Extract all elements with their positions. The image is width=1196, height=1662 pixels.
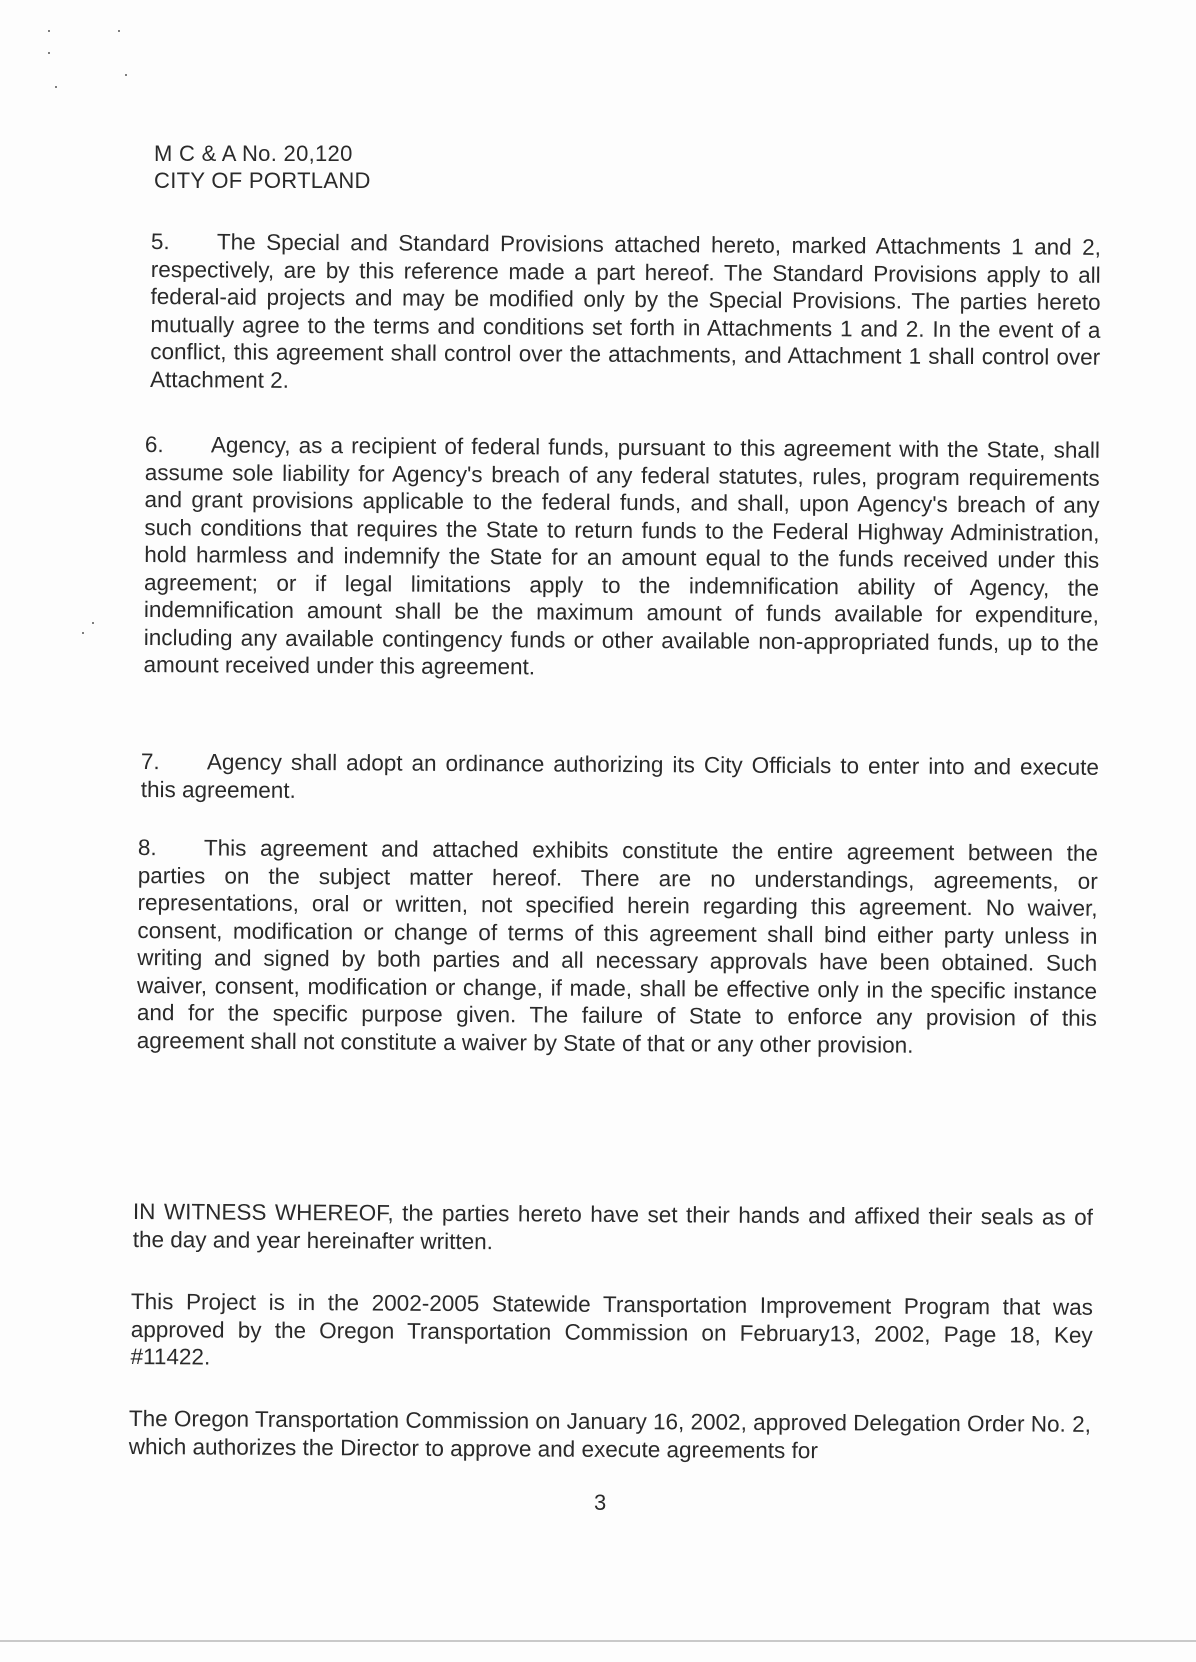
scan-speck [92,622,94,624]
paragraph-7 [141,748,1099,809]
paragraph-5 [150,228,1101,399]
scan-speck [55,86,57,88]
paragraph-text: The Special and Standard Provisions attached hereto, marked Attachments 1 and 2, respectively, are by this reference made a part hereof. The Standard Provisions apply to all federal-aid projects and may be modified only by the Special Provisions. The parties hereto mutually agree to the terms and conditions set forth in Attachments 1 and 2. In the event of a conflict, this agreement shall control over the attachments, and Attachment 1 shall control over Attachment 2. [150,229,1101,393]
paragraph-text: Agency, as a recipient of federal funds, pursuant to this agreement with the State, shall assume sole liability for Agency's breach of any federal statutes, rules, program requirements and grant provisions applicable to the federal funds, and shall, upon Agency's breach of any such conditions that requires the State to return funds to the Federal Highway Administration, hold harmless and indemnify the State for an amount equal to the funds received under this agreement; or if legal limitations apply to the indemnification ability of Agency, the indemnification amount shall be the maximum amount of funds available for expenditure, including any available contingency funds or other available non-appropriated funds, up to the amount received under this agreement. [143,432,1100,680]
paragraph-6 [143,431,1099,684]
scan-edge-line [0,1640,1196,1642]
scan-speck [125,74,127,76]
scan-speck [48,30,50,32]
paragraph-number: 6. [144,431,164,458]
paragraph-8 [137,834,1098,1060]
document-header [154,140,371,194]
agency-name: CITY OF PORTLAND [154,168,371,193]
paragraph-text: Agency shall adopt an ordinance authorizing its City Officials to enter into and execute this agreement. [140,749,1099,803]
paragraph-number: 7. [140,749,160,775]
witness-clause: IN WITNESS WHEREOF, the parties hereto have set their hands and affixed their seals as of the day and year hereinafter written. [132,1199,1093,1254]
scan-speck [48,52,50,54]
scan-speck [82,632,84,634]
paragraph-text: This agreement and attached exhibits constitute the entire agreement between the parties on the subject matter hereof. There are no understandings, agreements, or representations, oral or written, not specified herein regarding this agreement. No waiver, consent, modification or change of terms of this agreement shall bind either party unless in writing and signed by both parties and all necessary approvals have been obtained. Such waiver, consent, modification or change, if made, shall be effective only in the specific instance and for the specific purpose given. The failure of State to enforce any provision of this agreement shall not constitute a waiver by State of that or any other provision. [136,835,1098,1058]
scan-speck [118,30,120,32]
paragraph-number: 5. [150,228,170,255]
agreement-number: M C & A No. 20,120 [154,141,353,166]
paragraph-number: 8. [137,835,157,861]
page-number: 3 [594,1490,607,1515]
project-statement: This Project is in the 2002-2005 Statewide Transportation Improvement Program that was approved by the Oregon Transportation Commission on February13, 2002, Page 18, Key #11422. [130,1289,1093,1370]
delegation-statement: The Oregon Transportation Commission on January 16, 2002, approved Delegation Order No. 2, which authorizes the Director to approve and execute agreements for [128,1406,1091,1463]
